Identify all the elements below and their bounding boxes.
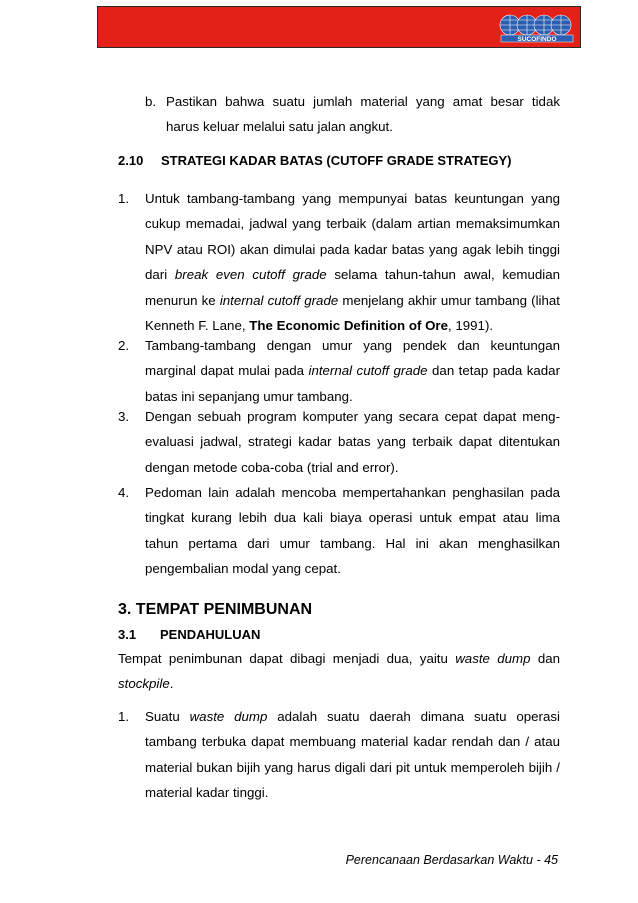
list-item: Tambang-tambang dengan umur yang pendek dan keuntungan marginal dapat mulai pada internal cutoff grade dan tetap pada kadar batas ini sepanjang umur tambang.: [145, 338, 561, 404]
intro-paragraph: Tempat penimbunan dapat dibagi menjadi dua, yaitu waste dump dan stockpile.: [118, 651, 561, 692]
page-footer: Perencanaan Berdasarkan Waktu - 45: [345, 853, 558, 867]
chapter-title: 3. TEMPAT PENIMBUNAN: [118, 601, 313, 618]
list-item: Untuk tambang-tambang yang mempunyai batas keuntungan yang cukup memadai, jadwal yang terbaik (dalam artian memaksimumkan NPV atau ROI) akan dimulai pada kadar batas yang agak lebih tinggi dari break even cutoff grade selama tahun-tahun awal, kemudian menurun ke internal cutoff grade menjelang akhir umur tambang (lihat Kenneth F. Lane, The Economic Definition of Ore, 1991).: [145, 191, 560, 334]
list-number: 2.: [118, 338, 130, 353]
section-title: STRATEGI KADAR BATAS (CUTOFF GRADE STRATEGY): [161, 153, 512, 168]
list-number: 1.: [118, 191, 130, 206]
list-item: Suatu waste dump adalah suatu daerah dimana suatu operasi tambang terbuka dapat membuang material kadar rendah dan / atau material bukan bijih yang harus digali dari pit untuk memperoleh bijih / material kadar tinggi.: [145, 709, 560, 801]
globe-icon: [497, 12, 577, 44]
section-title: PENDAHULUAN: [160, 627, 261, 642]
list-number: 3.: [118, 409, 130, 424]
list-number: 4.: [118, 485, 130, 500]
list-item-text: Pastikan bahwa suatu jumlah material yang amat besar tidak harus keluar melalui satu jalan angkut.: [166, 94, 560, 135]
section-number: 2.10: [118, 153, 144, 168]
logo-text: SUCOFINDO: [517, 36, 557, 43]
list-marker: b.: [145, 94, 157, 109]
section-number: 3.1: [118, 627, 137, 642]
list-number: 1.: [118, 709, 130, 724]
list-item: Pedoman lain adalah mencoba mempertahankan penghasilan pada tingkat kurang lebih dua kali biaya operasi untuk empat atau lima tahun pertama dari umur tambang. Hal ini akan menghasilkan pengembalian modal yang cepat.: [145, 485, 560, 577]
list-item: Dengan sebuah program komputer yang secara cepat dapat meng-evaluasi jadwal, strategi kadar batas yang terbaik dapat ditentukan dengan metode coba-coba (trial and error).: [145, 409, 560, 475]
